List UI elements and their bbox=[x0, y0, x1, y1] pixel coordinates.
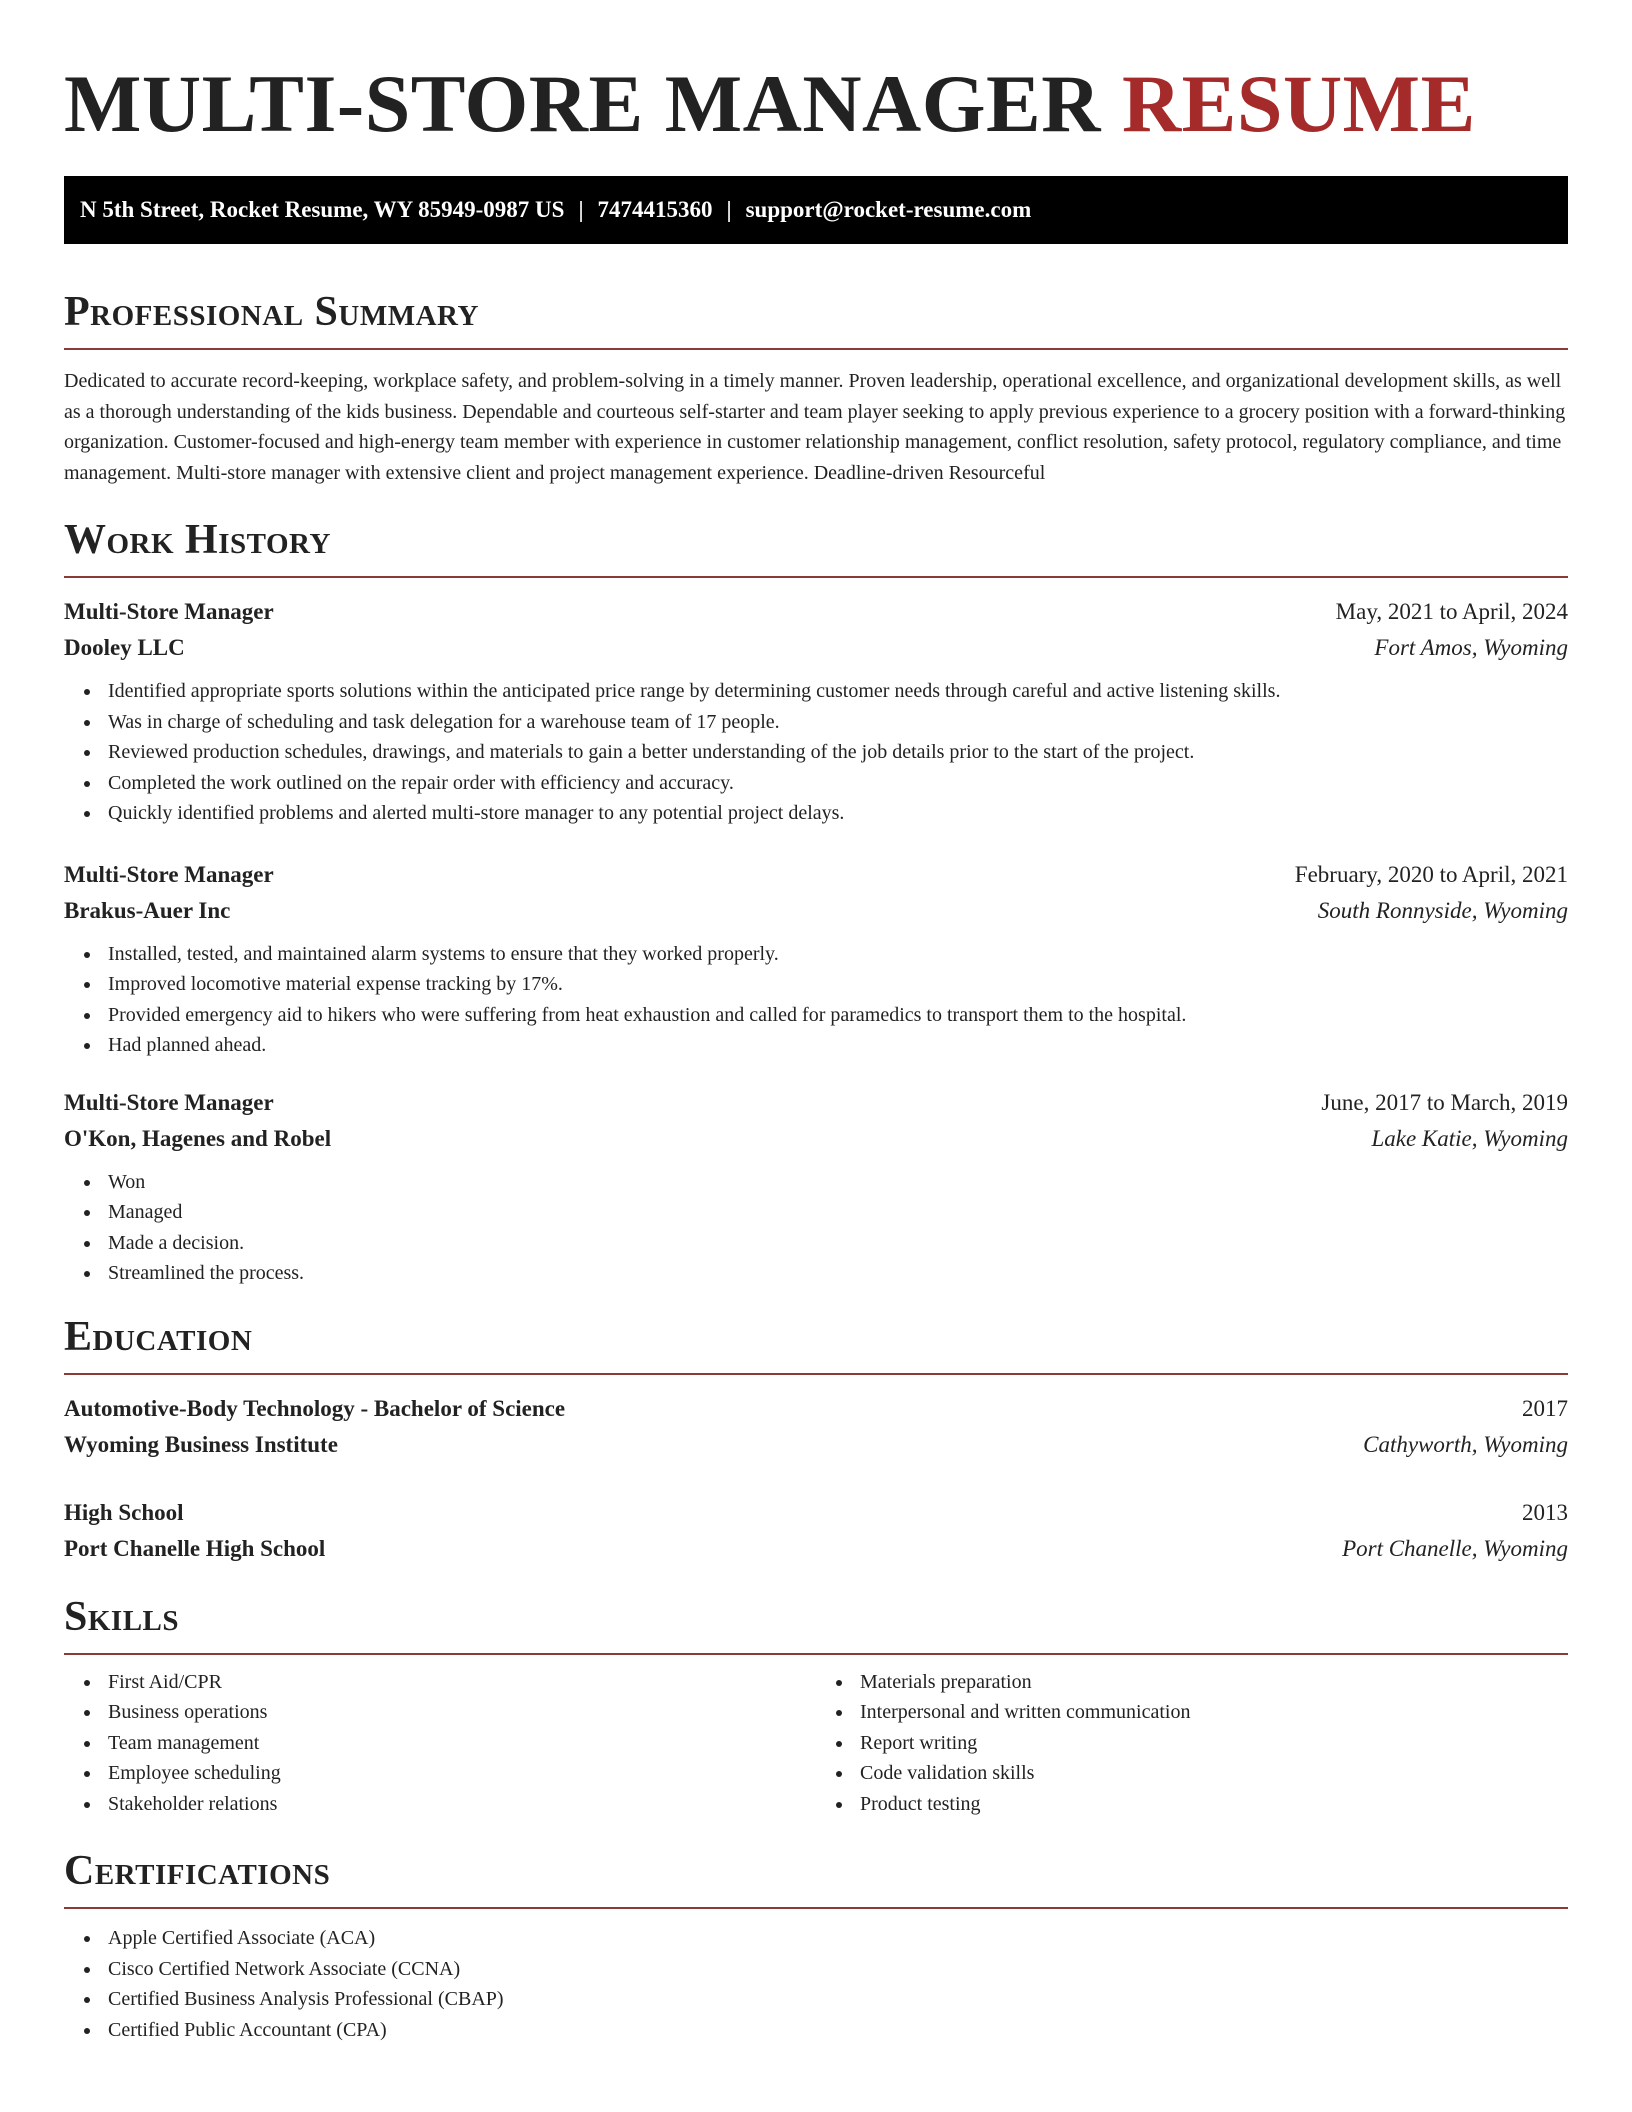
job-bullet: Made a decision. bbox=[108, 1228, 1568, 1259]
contact-phone: 7474415360 bbox=[597, 197, 713, 222]
job-header-row bbox=[64, 594, 1568, 630]
section-heading-skills: Skills bbox=[64, 1593, 180, 1640]
summary-text: Dedicated to accurate record-keeping, workplace safety, and problem-solving in a timely manner. Proven leadership, operational excellence, and organizational development skills, as well as a thorough understanding of the kids business. Dependable and courteous self-starter and team player seeking to apply previous experience to a grocery position with a forward-thinking organization. Customer-focused and high-energy team member with experience in customer relationship management, conflict resolution, safety protocol, regulatory compliance, and time management. Multi-store manager with extensive client and project management experience. Deadline-driven Resourceful bbox=[64, 370, 1566, 484]
contact-address: N 5th Street, Rocket Resume, WY 85949-0987 US bbox=[80, 197, 565, 222]
education-school: Wyoming Business Institute bbox=[64, 1431, 338, 1457]
job-company-row bbox=[64, 893, 1568, 929]
title-main: MULTI-STORE MANAGER bbox=[64, 58, 1101, 149]
job-bullet: Streamlined the process. bbox=[108, 1258, 1568, 1289]
education-entry bbox=[64, 1391, 1568, 1463]
certifications-section bbox=[64, 1847, 1568, 2045]
job-bullets bbox=[64, 1167, 1568, 1289]
skills-grid bbox=[64, 1667, 1568, 1820]
certification-item: Cisco Certified Network Associate (CCNA) bbox=[108, 1954, 1568, 1985]
skill-item: Report writing bbox=[860, 1728, 1568, 1759]
section-heading-certifications: Certifications bbox=[64, 1848, 331, 1894]
job-bullet: Installed, tested, and maintained alarm systems to ensure that they worked properly. bbox=[108, 939, 1568, 970]
skill-item: Materials preparation bbox=[860, 1667, 1568, 1698]
education-entry bbox=[64, 1495, 1568, 1567]
job-bullet: Provided emergency aid to hikers who were suffering from heat exhaustion and called for paramedics to transport them to the hospital. bbox=[108, 1000, 1568, 1031]
job-company: O'Kon, Hagenes and Robel bbox=[64, 1125, 332, 1151]
education-header-row bbox=[64, 1391, 1568, 1427]
certification-item: Certified Business Analysis Professional (CBAP) bbox=[108, 1984, 1568, 2015]
job-bullet: Was in charge of scheduling and task delegation for a warehouse team of 17 people. bbox=[108, 707, 1568, 738]
section-divider bbox=[64, 1653, 1568, 1655]
section-heading-education: Education bbox=[64, 1313, 253, 1360]
summary-section bbox=[64, 288, 1568, 488]
job-bullet: Completed the work outlined on the repair order with efficiency and accuracy. bbox=[108, 768, 1568, 799]
job-company-row bbox=[64, 1121, 1568, 1157]
job-entry bbox=[64, 857, 1568, 1061]
certifications-list bbox=[64, 1923, 1568, 2045]
education-year: 2013 bbox=[1522, 1499, 1568, 1525]
job-title: Multi-Store Manager bbox=[64, 599, 274, 624]
skill-item: First Aid/CPR bbox=[108, 1667, 816, 1698]
job-location: Lake Katie, Wyoming bbox=[1371, 1125, 1568, 1151]
skill-item: Product testing bbox=[860, 1789, 1568, 1820]
job-company: Brakus-Auer Inc bbox=[64, 897, 231, 923]
section-heading-work-history: Work History bbox=[64, 517, 331, 563]
job-bullet: Quickly identified problems and alerted multi-store manager to any potential project delays. bbox=[108, 798, 1568, 829]
job-bullet: Improved locomotive material expense tracking by 17%. bbox=[108, 969, 1568, 1000]
skill-item: Code validation skills bbox=[860, 1758, 1568, 1789]
skills-section bbox=[64, 1593, 1568, 1820]
education-section bbox=[64, 1313, 1568, 1567]
job-bullet: Identified appropriate sports solutions within the anticipated price range by determining customer needs through careful and active listening skills. bbox=[108, 676, 1568, 707]
education-school: Port Chanelle High School bbox=[64, 1535, 326, 1561]
skills-list-right bbox=[816, 1667, 1568, 1820]
job-dates: May, 2021 to April, 2024 bbox=[1335, 599, 1568, 624]
education-header-row bbox=[64, 1495, 1568, 1531]
job-company: Dooley LLC bbox=[64, 635, 185, 660]
job-bullet: Managed bbox=[108, 1197, 1568, 1228]
job-company-row bbox=[64, 630, 1568, 666]
job-title: Multi-Store Manager bbox=[64, 1089, 274, 1115]
job-bullets bbox=[64, 939, 1568, 1061]
job-dates: June, 2017 to March, 2019 bbox=[1321, 1089, 1568, 1115]
job-dates: February, 2020 to April, 2021 bbox=[1294, 861, 1568, 887]
skills-list-left bbox=[64, 1667, 816, 1820]
work-history-section bbox=[64, 516, 1568, 1289]
contact-separator: | bbox=[578, 197, 584, 222]
contact-separator: | bbox=[726, 197, 732, 222]
skill-item: Business operations bbox=[108, 1697, 816, 1728]
job-location: South Ronnyside, Wyoming bbox=[1317, 897, 1568, 923]
section-divider bbox=[64, 576, 1568, 578]
certification-item: Apple Certified Associate (ACA) bbox=[108, 1923, 1568, 1954]
job-location: Fort Amos, Wyoming bbox=[1374, 635, 1568, 660]
job-entry bbox=[64, 594, 1568, 829]
section-divider bbox=[64, 348, 1568, 350]
section-divider bbox=[64, 1907, 1568, 1909]
education-school-row bbox=[64, 1531, 1568, 1567]
skill-item: Employee scheduling bbox=[108, 1758, 816, 1789]
contact-email: support@rocket-resume.com bbox=[745, 197, 1032, 222]
education-location: Cathyworth, Wyoming bbox=[1363, 1431, 1568, 1457]
section-heading-summary: Professional Summary bbox=[64, 289, 479, 335]
certification-item: Certified Public Accountant (CPA) bbox=[108, 2015, 1568, 2046]
job-bullet: Won bbox=[108, 1167, 1568, 1198]
contact-bar bbox=[64, 176, 1568, 244]
title-accent: RESUME bbox=[1121, 58, 1476, 149]
job-entry bbox=[64, 1085, 1568, 1289]
job-header-row bbox=[64, 857, 1568, 893]
education-degree: High School bbox=[64, 1499, 184, 1525]
education-location: Port Chanelle, Wyoming bbox=[1342, 1535, 1568, 1561]
skill-item: Stakeholder relations bbox=[108, 1789, 816, 1820]
resume-title bbox=[64, 0, 1568, 172]
job-bullet: Had planned ahead. bbox=[108, 1030, 1568, 1061]
skill-item: Interpersonal and written communication bbox=[860, 1697, 1568, 1728]
education-degree: Automotive-Body Technology - Bachelor of Science bbox=[64, 1395, 566, 1421]
job-bullet: Reviewed production schedules, drawings, and materials to gain a better understanding of the job details prior to the start of the project. bbox=[108, 737, 1568, 768]
education-year: 2017 bbox=[1522, 1395, 1568, 1421]
section-divider bbox=[64, 1373, 1568, 1375]
skill-item: Team management bbox=[108, 1728, 816, 1759]
job-bullets bbox=[64, 676, 1568, 829]
education-school-row bbox=[64, 1427, 1568, 1463]
job-header-row bbox=[64, 1085, 1568, 1121]
job-title: Multi-Store Manager bbox=[64, 861, 274, 887]
